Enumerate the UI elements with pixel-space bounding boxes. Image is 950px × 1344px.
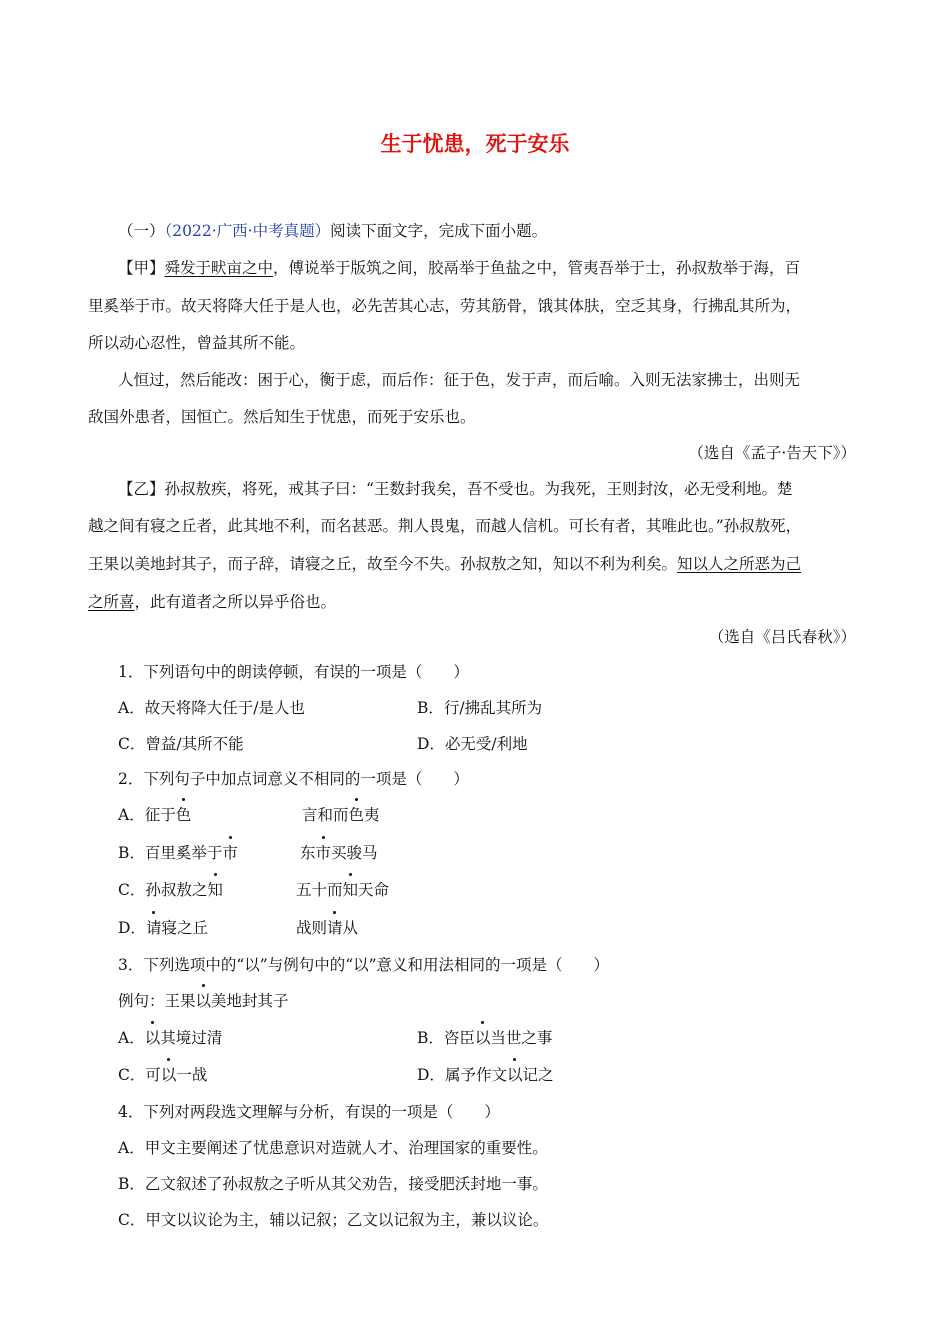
dotted-word: 请	[327, 916, 343, 938]
option-text: 孙叔敖之	[145, 881, 208, 899]
dotted-word: 色	[176, 803, 192, 825]
passage-b-line-3	[88, 552, 801, 574]
question-2-option-a-compare	[302, 803, 380, 825]
option-text: 夷	[364, 806, 380, 824]
option-text: 其境过清	[160, 1029, 223, 1047]
question-3-option-c	[118, 1063, 207, 1085]
option-label: B．	[118, 844, 145, 862]
example-text: 例句：王果	[118, 992, 196, 1010]
option-text: 战则	[296, 919, 328, 937]
question-3-stem: 3．下列选项中的“以”与例句中的“以”意义和用法相同的一项是（ ）	[118, 956, 610, 974]
option-label: D．	[417, 1066, 445, 1084]
option-label: C．	[118, 881, 146, 899]
option-text: 属予作文	[444, 1066, 507, 1084]
dotted-word: 知	[343, 878, 359, 900]
passage-text: 王果以美地封其子，而子辞，请寝之丘，故至今不失。孙叔敖之知，知以不利为利矣。	[88, 555, 678, 573]
passage-b-line-4	[88, 590, 336, 612]
question-4-option-a: A．甲文主要阐述了忧患意识对造就人才、治理国家的重要性。	[118, 1139, 548, 1157]
option-text: 可	[145, 1066, 161, 1084]
passage-a-line-3: 所以动心忍性，曾益其所不能。	[88, 334, 306, 352]
option-label: C．	[118, 1066, 146, 1084]
option-text: 从	[342, 919, 359, 937]
passage-b-line-2: 越之间有寝之丘者，此其地不利，而名甚恶。荆人畏鬼，而越人信机。可长有者，其唯此也。”孙叔敖死，	[88, 517, 802, 535]
dotted-word: 以	[507, 1063, 523, 1085]
question-2-option-d-compare	[296, 916, 358, 938]
option-text: 买骏马	[331, 844, 378, 862]
question-2-option-b	[118, 841, 238, 863]
underlined-phrase: 之所喜	[88, 593, 135, 611]
option-label: A．	[118, 1029, 145, 1047]
passage-b-line-1	[118, 477, 792, 499]
question-1-stem: 1．下列语句中的朗读停顿，有误的一项是（ ）	[118, 663, 469, 681]
example-text: 美地封其子	[211, 992, 289, 1010]
option-text: 五十而	[296, 881, 343, 899]
passage-text: ，傅说举于版筑之间，胶鬲举于鱼盐之中，管夷吾举于士，孙叔敖举于海，百	[273, 259, 801, 277]
option-text: 征于	[144, 806, 176, 824]
underlined-phrase: 知以人之所恶为己	[677, 555, 802, 573]
question-1-option-a: A．故天将降大任于/是人也	[118, 699, 305, 717]
section-number: （一）	[118, 222, 165, 240]
section-intro	[118, 219, 547, 241]
option-label: A．	[118, 806, 145, 824]
option-text: 一战	[176, 1066, 208, 1084]
question-4-stem: 4．下列对两段选文理解与分析，有误的一项是（ ）	[118, 1103, 500, 1121]
dotted-word: 色	[349, 803, 365, 825]
source-tag: （2022·广西·中考真题）	[164, 222, 331, 240]
passage-a-line-5: 敌国外患者，国恒亡。然后知生于忧患，而死于安乐也。	[88, 408, 476, 426]
underlined-phrase: 舜发于畎亩之中	[164, 259, 274, 277]
option-text: 东	[300, 844, 316, 862]
option-text: 言和而	[302, 806, 349, 824]
passage-a-tag: 【甲】	[118, 259, 165, 277]
question-2-option-d	[118, 916, 208, 938]
passage-b-tag: 【乙】	[118, 480, 165, 498]
question-1-option-d: D．必无受/利地	[417, 735, 528, 753]
question-2-option-c	[118, 878, 223, 900]
dotted-word: 以	[161, 1063, 177, 1085]
question-2-option-b-compare	[300, 841, 378, 863]
option-text: 百里奚举于	[144, 844, 223, 862]
passage-text: ，此有道者之所以异乎俗也。	[134, 593, 337, 611]
option-text: 当世之事	[490, 1029, 553, 1047]
option-text: 记之	[522, 1066, 554, 1084]
passage-a-source: （选自《孟子·告天下》）	[688, 444, 856, 462]
dotted-word: 以	[475, 1026, 491, 1048]
question-2-option-a	[118, 803, 191, 825]
question-4-option-b: B．乙文叙述了孙叔敖之子听从其父劝告，接受肥沃封地一事。	[118, 1175, 548, 1193]
dotted-word: 请	[146, 916, 162, 938]
instruction-text: 阅读下面文字，完成下面小题。	[330, 222, 548, 240]
question-3-example	[118, 989, 289, 1011]
page-title: 生于忧患，死于安乐	[380, 132, 570, 156]
dotted-word: 市	[316, 841, 332, 863]
passage-a-line-2: 里奚举于市。故天将降大任于是人也，必先苦其心志，劳其筋骨，饿其体肤，空乏其身，行拂乱其所为，	[88, 297, 802, 315]
dotted-word: 知	[207, 878, 223, 900]
option-text: 天命	[358, 881, 390, 899]
option-label: B．	[417, 1029, 444, 1047]
option-text: 咨臣	[443, 1029, 475, 1047]
passage-a-line-1	[118, 256, 800, 278]
question-3-option-a	[118, 1026, 222, 1048]
question-1-option-b: B．行/拂乱其所为	[417, 699, 543, 717]
passage-text: 孙叔敖疾，将死，戒其子曰：“王数封我矣，吾不受也。为我死，王则封汝，必无受利地。楚	[164, 480, 793, 498]
question-2-option-c-compare	[296, 878, 389, 900]
question-1-option-c: C．曾益/其所不能	[118, 735, 244, 753]
question-2-stem: 2．下列句子中加点词意义不相同的一项是（ ）	[118, 770, 469, 788]
dotted-word: 市	[222, 841, 238, 863]
passage-a-line-4: 人恒过，然后能改：困于心，衡于虑，而后作：征于色，发于声，而后喻。入则无法家拂士，出则无	[118, 371, 801, 389]
question-3-option-b	[417, 1026, 552, 1048]
question-4-option-c: C．甲文以议论为主，辅以记叙；乙文以记叙为主，兼以议论。	[118, 1211, 549, 1229]
dotted-word: 以	[196, 989, 212, 1011]
option-label: D．	[118, 919, 146, 937]
option-text: 寝之丘	[161, 919, 208, 937]
passage-b-source: （选自《吕氏春秋》）	[708, 628, 856, 646]
dotted-word: 以	[145, 1026, 161, 1048]
question-3-option-d	[417, 1063, 553, 1085]
